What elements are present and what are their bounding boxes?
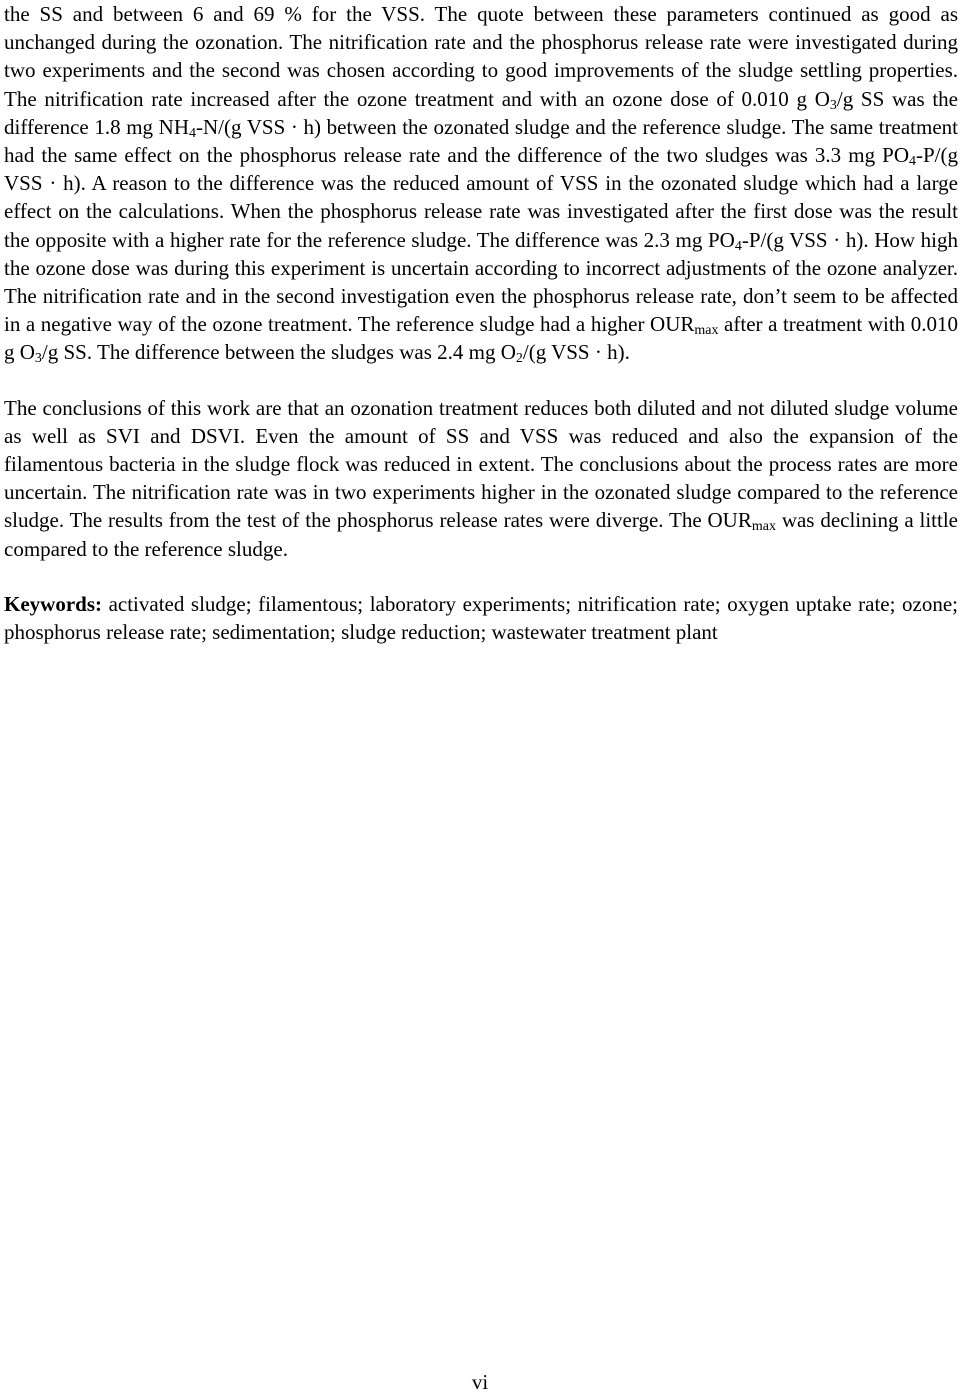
subscript: 4 bbox=[189, 125, 197, 141]
subscript: 4 bbox=[734, 238, 742, 254]
text-run: after a treatment with 0.010 g O bbox=[4, 312, 958, 365]
text-run: -N/(g VSS · h) between the ozonated sludge and the reference sludge. The same treatment had the same effect on the phosphorus release rate and the difference of the two sludges was 3.3 mg PO bbox=[4, 114, 958, 168]
text-run: -P/(g VSS · h). A reason to the difference was the reduced amount of VSS in the ozonated sludge which had a large effect on the calculations. When the phosphorus release rate was investigated after the first dose was the result the opposite with a higher rate for the reference sludge. The difference was 2.3 mg PO bbox=[4, 143, 958, 252]
summary-paragraph-results bbox=[4, 0, 958, 367]
text-run: -P/(g VSS · h). How high the ozone dose was during this experiment is uncertain according to incorrect adjustments of the ozone analyzer. The nitrification rate and in the second investigation even the phosphorus release rate, don’t seem to be affected in a negative way of the ozone treatment. The reference sludge had a higher OUR bbox=[4, 227, 959, 337]
text-run: was declining a little compared to the reference sludge. bbox=[4, 508, 958, 561]
subscript: 3 bbox=[34, 351, 42, 367]
subscript: 3 bbox=[829, 97, 837, 113]
keywords-paragraph bbox=[4, 590, 958, 646]
text-run: the SS and between 6 and 69 % for the VSS. The quote between these parameters continued as good as unchanged during the ozonation. The nitrification rate and the phosphorus release rate were investigated during two experiments and the second was chosen according to good improvements of the sludge settling properties. The nitrification rate increased after the ozone treatment and with an ozone dose of 0.010 g O bbox=[4, 2, 958, 111]
summary-paragraph-conclusions bbox=[4, 394, 958, 563]
page-number: vi bbox=[471, 1370, 489, 1394]
keywords-text: activated sludge; filamentous; laboratory experiments; nitrification rate; oxygen uptake rate; ozone; phosphorus release rate; sedimentation; sludge reduction; wastewater treatment plant bbox=[4, 591, 958, 645]
text-run: The conclusions of this work are that an ozonation treatment reduces both diluted and not diluted sludge volume as well as SVI and DSVI. Even the amount of SS and VSS was reduced and also the expansion of the filamentous bacteria in the sludge flock was reduced in extent. The conclusions about the process rates are more uncertain. The nitrification rate was in two experiments higher in the ozonated sludge compared to the reference sludge. The results from the test of the phosphorus release rates were diverge. The OUR bbox=[4, 395, 958, 533]
subscript: max bbox=[694, 323, 719, 339]
text-run: /g SS was the difference 1.8 mg NH bbox=[4, 86, 958, 139]
subscript: max bbox=[751, 519, 776, 535]
subscript: 2 bbox=[515, 351, 523, 367]
text-run: /g SS. The difference between the sludges was 2.4 mg O bbox=[41, 340, 516, 365]
subscript: 4 bbox=[909, 154, 916, 170]
document-page bbox=[4, 0, 958, 646]
keywords-label: Keywords: bbox=[4, 591, 102, 616]
text-run: /(g VSS · h). bbox=[522, 340, 630, 365]
